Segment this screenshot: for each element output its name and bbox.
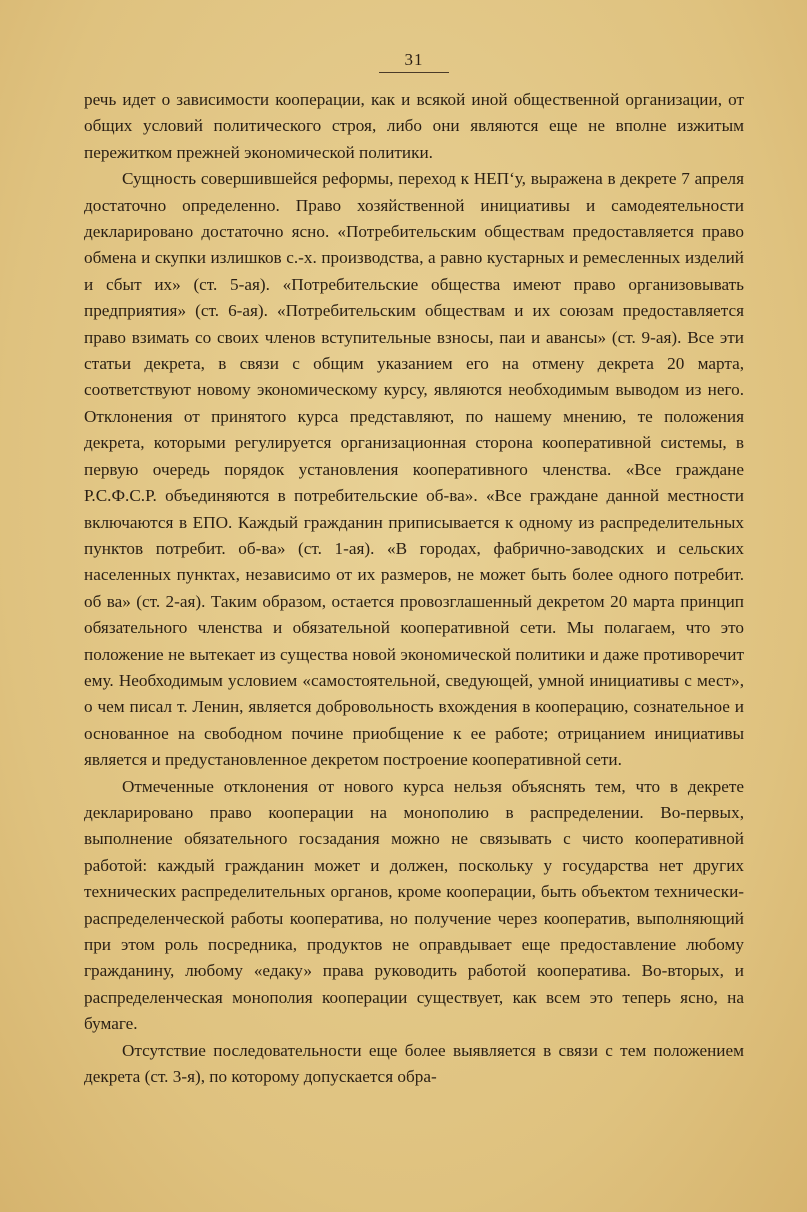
paragraph-2: Сущность совершившейся реформы, переход к НЕП‘у, выражена в декрете 7 апреля достаточно определенно. Право хозяйственной инициативы и самодеятельности декларировано достаточно ясно. «Потребительским обществам предоставляется право обмена и скупки излишков с.-х. производства, а равно кустарных и ремесленных изделий и сбыт их» (ст. 5-ая). «Потребительские общества имеют право организовывать предприятия» (ст. 6-ая). «Потребительским обществам и их союзам предоставляется право взимать со своих членов вступительные взносы, паи и авансы» (ст. 9-ая). Все эти статьи декрета, в связи с общим указанием его на отмену декрета 20 марта, соответствуют новому экономическому курсу, являются необходимым выводом из него. Отклонения от принятого курса представляют, по нашему мнению, те положения декрета, которыми регулируется организационная сторона кооперативной системы, в первую очередь порядок установления кооперативного членства. «Все граждане Р.С.Ф.С.Р. объединяются в потребительские об-ва». «Все граждане данной местности включаются в ЕПО. Каждый гражданин приписывается к одному из распределительных пунктов потребит. об-ва» (ст. 1-ая). «В городах, фабрично-заводских и сельских населенных пунктах, независимо от их размеров, не может быть более одного потребит. об ва» (ст. 2-ая). Таким образом, остается провозглашенный декретом 20 марта принцип обязательного членства и обязательной кооперативной сети. Мы полагаем, что это положение не вытекает из существа новой экономической политики и даже противоречит ему. Необходимым условием «самостоятельной, сведующей, умной инициативы с мест», о чем писал т. Ленин, является добровольность вхождения в кооперацию, сознательное и основанное на свободном почине приобщение к ее работе; отрицанием инициативы является и предустановленное декретом построение кооперативной сети.: [84, 169, 744, 770]
page-number: 31: [404, 50, 424, 69]
document-page: [84, 50, 744, 1160]
paragraph-4: Отсутствие последовательности еще более выявляется в связи с тем положением декрета (ст. 3-я), по которому допускается обра-: [84, 1040, 744, 1087]
paragraph-1: речь идет о зависимости кооперации, как и всякой иной общественной организации, от общих условий политического строя, либо они являются еще не вполне изжитым пережитком прежней экономической политики.: [84, 90, 744, 162]
paragraph-3: Отмеченные отклонения от нового курса нельзя объяснять тем, что в декрете декларировано право кооперации на монополию в распределении. Во-первых, выполнение обязательного госзадания можно не связывать с чисто кооперативной работой: каждый гражданин может и должен, поскольку у государства нет других технических распределительных органов, кроме кооперации, быть объектом технически-распределенческой работы кооператива, но получение через кооператив, выполняющий при этом роль посредника, продуктов не оправдывает еще предоставление любому гражданину, любому «едаку» права руководить работой кооператива. Во-вторых, и распределенческая монополия кооперации существует, как всем это теперь ясно, на бумаге.: [84, 776, 744, 1034]
page-number-rule: [379, 72, 449, 73]
